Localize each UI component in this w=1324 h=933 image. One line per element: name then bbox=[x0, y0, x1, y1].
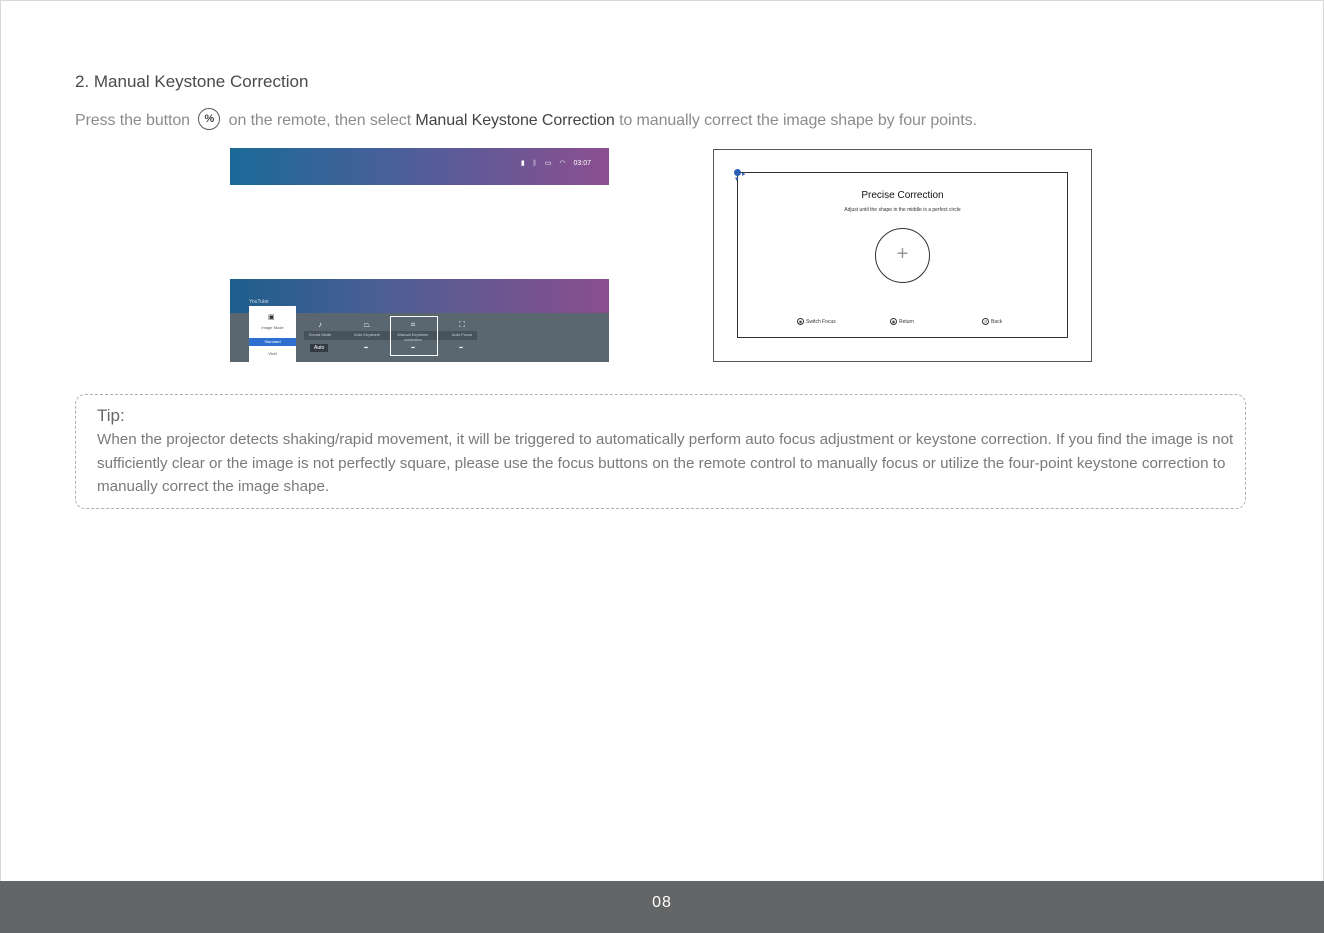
manual-keystone-icon: ⌗ bbox=[410, 320, 416, 329]
clock: 03:07 bbox=[573, 160, 591, 167]
enter-arrow-icon: ➦ bbox=[364, 345, 369, 351]
section-title: 2. Manual Keystone Correction bbox=[75, 72, 309, 91]
menu-label: Manual Keystone correction bbox=[397, 332, 429, 342]
enter-arrow-icon: ➦ bbox=[411, 345, 416, 351]
enter-arrow-icon: ➦ bbox=[459, 345, 464, 351]
sound-mode-value bbox=[310, 345, 328, 351]
image-mode-label: Image Mode bbox=[261, 325, 284, 330]
switch-focus-control[interactable] bbox=[797, 318, 836, 325]
back-icon: ↺ bbox=[983, 319, 988, 324]
selection-highlight bbox=[390, 316, 438, 356]
reference-circle bbox=[875, 228, 930, 283]
return-icon: ◉ bbox=[891, 319, 896, 324]
keystone-button-icon: % bbox=[198, 108, 220, 130]
wifi-icon: ◠ bbox=[559, 160, 566, 167]
keystone-icon: ⏢ bbox=[363, 320, 371, 329]
page-number: 08 bbox=[652, 894, 672, 911]
intro-strong: Manual Keystone Correction bbox=[415, 112, 615, 130]
menu-label: Auto Focus bbox=[451, 332, 473, 337]
intro-text bbox=[75, 110, 977, 132]
crosshair-icon: + bbox=[896, 243, 909, 265]
precise-correction-screenshot bbox=[713, 149, 1092, 362]
image-mode-standard[interactable]: Standard bbox=[249, 338, 296, 346]
status-bar bbox=[515, 159, 591, 167]
precise-correction-subtitle: Adjust until the shape in the middle is a perfect circle bbox=[844, 207, 961, 213]
corner-handle[interactable] bbox=[734, 169, 741, 176]
menu-label: Sound Mode bbox=[308, 332, 332, 337]
switch-focus-icon: ◉ bbox=[798, 319, 803, 324]
intro-suffix: to manually correct the image shape by four points. bbox=[619, 112, 977, 130]
menu-item-auto-focus[interactable] bbox=[439, 313, 485, 337]
precise-correction-title: Precise Correction bbox=[861, 190, 944, 201]
image-mode-icon: ▣ bbox=[268, 314, 275, 321]
app-label: YouTube bbox=[249, 299, 269, 305]
focus-icon: ⛶ bbox=[459, 320, 465, 329]
back-control[interactable] bbox=[982, 318, 1002, 325]
tip-title: Tip: bbox=[97, 406, 125, 425]
image-mode-vivid[interactable]: Vivid bbox=[268, 351, 277, 356]
quick-settings-screenshot bbox=[230, 148, 609, 362]
switch-focus-label: Switch Focus bbox=[806, 318, 836, 325]
menu-item-auto-keystone[interactable] bbox=[344, 313, 390, 337]
back-label: Back bbox=[991, 318, 1003, 325]
bluetooth-icon: ᛒ bbox=[532, 160, 537, 167]
return-label: Return bbox=[899, 318, 915, 325]
image-mode-card[interactable] bbox=[249, 306, 296, 362]
menu-item-sound-mode[interactable] bbox=[297, 313, 343, 337]
cast-icon: ▭ bbox=[544, 160, 552, 167]
menu-label: Auto Keystone bbox=[353, 332, 381, 337]
sound-icon: ♪ bbox=[318, 320, 322, 329]
intro-middle: on the remote, then select bbox=[228, 112, 412, 130]
intro-prefix: Press the button bbox=[75, 112, 190, 130]
return-control[interactable] bbox=[890, 318, 914, 325]
sound-mode-value-text: Auto bbox=[310, 344, 328, 352]
usb-icon: ▮ bbox=[520, 160, 525, 167]
tip-body: When the projector detects shaking/rapid movement, it will be triggered to automatically perform auto focus adjustment or keystone correction. If you find the image is not sufficiently clear or the image is not perfectly square, please use the focus buttons on the remote control to manually focus or utilize the four-point keystone correction to manually correct the image shape. bbox=[97, 431, 1234, 495]
arrow-right-icon: ▸ bbox=[742, 171, 746, 178]
arrow-down-icon: ▾ bbox=[735, 176, 739, 183]
